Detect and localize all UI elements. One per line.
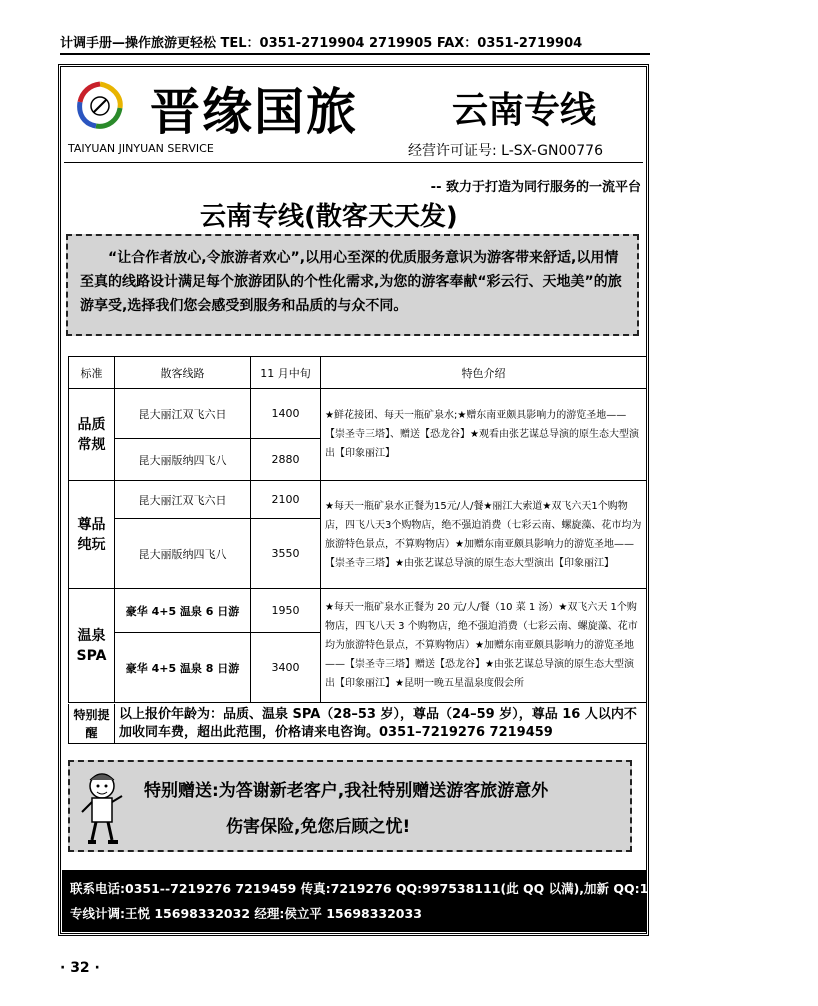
- price-cell: 2100: [251, 481, 321, 519]
- gift-text-line1: 特别赠送:为答谢新老客户,我社特别赠送游客旅游意外: [144, 781, 549, 801]
- license-number: 经营许可证号: L-SX-GN00776: [408, 143, 603, 159]
- special-reminder: [68, 704, 647, 744]
- header-standard: 标准: [69, 357, 115, 389]
- price-cell: 3550: [251, 519, 321, 589]
- company-english-name: TAIYUAN JINYUAN SERVICE: [68, 142, 214, 155]
- price-cell: 1400: [251, 389, 321, 439]
- features-cell: ★每天一瓶矿泉水正餐为15元/人/餐★丽江大索道★双飞六天1个购物店，四飞八天3个购物店，绝不强迫消费（七彩云南、螺旋藻、花市均为旅游特色景点，不算购物店）★加赠东南亚颇具影响力的游览圣地——【崇圣寺三塔】★由张艺谋总导演的原生态大型演出【印象丽江】: [321, 481, 647, 589]
- table-row: [69, 389, 647, 439]
- features-cell: ★每天一瓶矿泉水正餐为 20 元/人/餐（10 菜 1 汤）★双飞六天 1个购物店，四飞八天 3 个购物店，绝不强迫消费（七彩云南、螺旋藻、花市均为旅游特色景点，不算购物店）★加赠东南亚颇具影响力的游览圣地——【崇圣寺三塔】赠送【恐龙谷】★由张艺谋总导演的原生态大型演出【印象丽江】★昆明一晚五星温泉度假会所: [321, 589, 647, 703]
- standard-cell: 温泉SPA: [69, 589, 115, 703]
- contact-line-2: 专线计调:王悦 15698332032 经理:侯立平 15698332033: [70, 906, 422, 921]
- standard-cell: 品质常规: [69, 389, 115, 481]
- brand-name: 晋缘国旅: [150, 82, 358, 141]
- features-cell: ★鲜花接团、每天一瓶矿泉水;★赠东南亚颇具影响力的游览圣地——【崇圣寺三塔】、赠送【恐龙谷】★观看由张艺谋总导演的原生态大型演出【印象丽江】: [321, 389, 647, 481]
- page-header: 计调手册—操作旅游更轻松 TEL：0351-2719904 2719905 FAX：0351-2719904: [60, 32, 650, 55]
- cartoon-figure-icon: [78, 768, 128, 846]
- route-cell: 昆大丽江双飞六日: [115, 481, 251, 519]
- page-number: · 32 ·: [60, 960, 100, 976]
- contact-line-1: 联系电话:0351--7219276 7219459 传真:7219276 QQ:997538111(此 QQ 以满),加新 QQ:1921946179 2248343829: [70, 881, 818, 896]
- header-route: 散客线路: [115, 357, 251, 389]
- company-logo: [72, 78, 128, 134]
- route-cell: 昆大丽版纳四飞八: [115, 519, 251, 589]
- header-price: 11 月中旬: [251, 357, 321, 389]
- table-row: [69, 481, 647, 519]
- table-header-row: [69, 357, 647, 389]
- slogan: -- 致力于打造为同行服务的一流平台: [430, 180, 641, 195]
- gift-text-line2: 伤害保险,免您后顾之忧!: [226, 817, 411, 837]
- header-features: 特色介绍: [321, 357, 647, 389]
- price-cell: 1950: [251, 589, 321, 633]
- main-title: 云南专线(散客天天发): [200, 202, 458, 232]
- brand-line: 云南专线: [452, 90, 597, 131]
- route-cell: 昆大丽版纳四飞八: [115, 439, 251, 481]
- route-cell: 豪华 4+5 温泉 8 日游: [115, 633, 251, 703]
- route-cell: 昆大丽江双飞六日: [115, 389, 251, 439]
- standard-cell: 尊品纯玩: [69, 481, 115, 589]
- intro-box: [66, 234, 639, 336]
- price-cell: 3400: [251, 633, 321, 703]
- contact-bar: [62, 870, 818, 932]
- table-row: [69, 589, 647, 633]
- reminder-label: 特别提醒: [69, 704, 115, 743]
- reminder-text: 以上报价年龄为：品质、温泉 SPA（28–53 岁），尊品（24–59 岁），尊品 16 人以内不加收同车费，超出此范围，价格请来电咨询。0351–7219276 7219459: [119, 707, 637, 740]
- gift-box: [68, 760, 632, 852]
- divider: [64, 162, 643, 163]
- route-cell: 豪华 4+5 温泉 6 日游: [115, 589, 251, 633]
- price-cell: 2880: [251, 439, 321, 481]
- intro-text: “让合作者放心,令旅游者欢心”,以用心至深的优质服务意识为游客带来舒适,以用情至真的线路设计满足每个旅游团队的个性化需求,为您的游客奉献“彩云行、天地美”的旅游享受,选择我们您会感受到服务和品质的与众不同。: [80, 250, 622, 314]
- routes-table: [68, 356, 647, 703]
